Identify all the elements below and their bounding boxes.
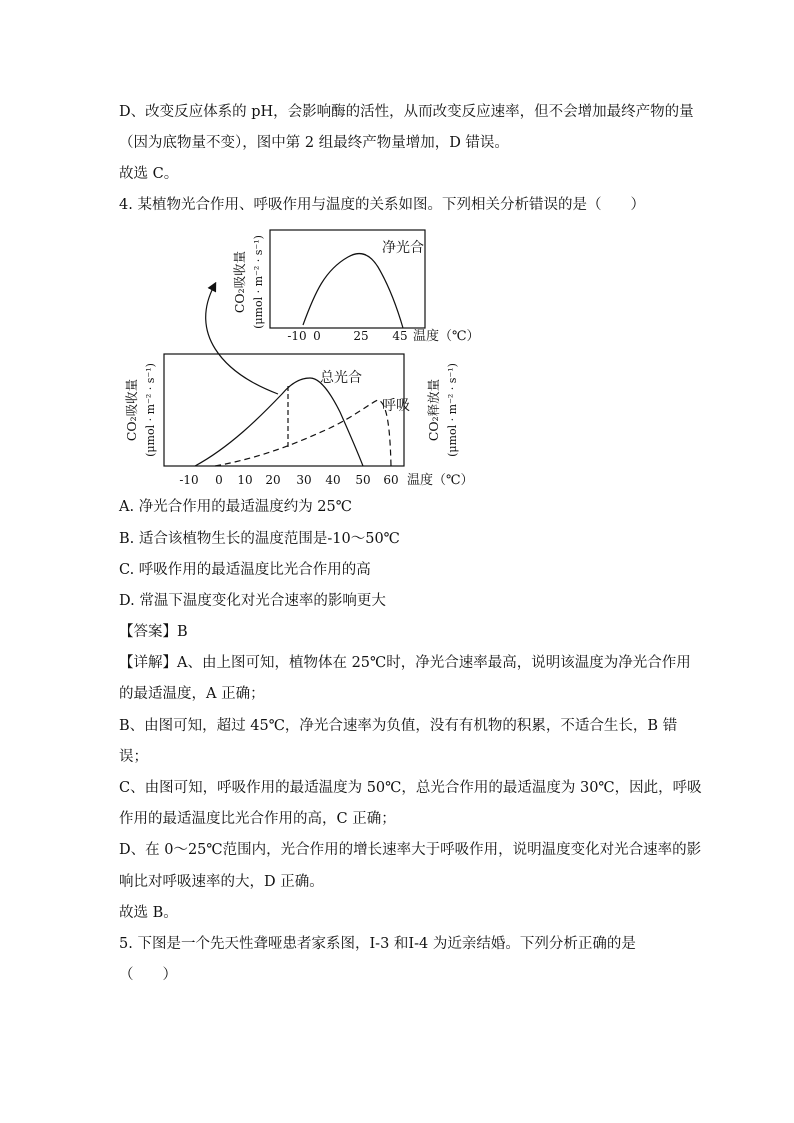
bottom-xtick-30: 30 xyxy=(296,473,312,487)
top-yunit: (μmol · m⁻² · s⁻¹) xyxy=(252,235,265,329)
prev-line-d1: D、改变反应体系的 pH，会影响酶的活性，从而改变反应速率，但不会增加最终产物的量 xyxy=(119,104,694,120)
q4-explanation-line: B、由图可知，超过 45℃，净光合速率为负值，没有有机物的积累，不适合生长，B 错 xyxy=(119,718,678,734)
bottom-chart-frame xyxy=(164,354,404,466)
prev-conclusion: 故选 C。 xyxy=(119,166,179,182)
bottom-ylabel-right: CO₂释放量 xyxy=(426,378,441,442)
top-xtick-25: 25 xyxy=(353,329,369,343)
prev-line-d2: （因为底物量不变），图中第 2 组最终产物量增加，D 错误。 xyxy=(119,135,509,151)
q4-explanation-line: 误； xyxy=(119,749,148,765)
total-photosynthesis-curve xyxy=(195,378,363,466)
q4-explanation-line: 响比对呼吸速率的大，D 正确。 xyxy=(119,874,324,890)
bottom-xtick-neg10: -10 xyxy=(179,473,199,487)
q4-explanation-line: C、由图可知，呼吸作用的最适温度为 50℃，总光合作用的最适温度为 30℃，因此，呼吸 xyxy=(119,780,702,796)
top-xtick-0: 0 xyxy=(313,329,321,343)
net-photosynthesis-label: 净光合 xyxy=(382,240,424,256)
bottom-xtick-60: 60 xyxy=(383,473,399,487)
q4-option-b: B. 适合该植物生长的温度范围是-10～50℃ xyxy=(119,531,400,547)
top-xlabel: 温度（℃） xyxy=(413,329,480,344)
bottom-yunit-left: (μmol · m⁻² · s⁻¹) xyxy=(144,363,157,457)
q4-explanation-line: D、在 0～25℃范围内，光合作用的增长速率大于呼吸作用，说明温度变化对光合速率的影 xyxy=(119,842,702,858)
top-ylabel: CO₂吸收量 xyxy=(232,250,247,314)
bottom-ylabel-left: CO₂吸收量 xyxy=(124,378,139,442)
q4-explanation-line: 【详解】A、由上图可知，植物体在 25℃时，净光合速率最高，说明该温度为净光合作用 xyxy=(119,655,691,671)
temperature-figure xyxy=(120,222,500,494)
q4-option-d: D. 常温下温度变化对光合速率的影响更大 xyxy=(119,593,386,609)
q5-stem: 5. 下图是一个先天性聋哑患者家系图，Ⅰ-3 和Ⅰ-4 为近亲结婚。下列分析正确的是 xyxy=(119,936,636,952)
respiration-label: 呼吸 xyxy=(382,398,410,414)
total-photosynthesis-label: 总光合 xyxy=(320,370,362,386)
q5-paren: （ ） xyxy=(119,967,177,983)
bottom-xtick-10: 10 xyxy=(237,473,253,487)
q4-option-a: A. 净光合作用的最适温度约为 25℃ xyxy=(119,499,352,515)
q4-option-c: C. 呼吸作用的最适温度比光合作用的高 xyxy=(119,562,371,578)
temperature-chart-svg xyxy=(120,222,500,494)
q4-answer: 【答案】B xyxy=(119,624,188,640)
bottom-xtick-0: 0 xyxy=(215,473,223,487)
bottom-xlabel: 温度（℃） xyxy=(407,473,474,488)
bottom-xtick-40: 40 xyxy=(325,473,341,487)
net-photosynthesis-curve xyxy=(303,254,403,328)
q4-stem: 4. 某植物光合作用、呼吸作用与温度的关系如图。下列相关分析错误的是（ ） xyxy=(119,197,645,213)
bottom-xtick-50: 50 xyxy=(355,473,371,487)
q4-conclusion: 故选 B。 xyxy=(119,905,178,921)
q4-explanation-line: 的最适温度，A 正确； xyxy=(119,686,265,702)
top-xtick-neg10: -10 xyxy=(287,329,307,343)
top-xtick-45: 45 xyxy=(392,329,408,343)
q4-explanation-line: 作用的最适温度比光合作用的高，C 正确； xyxy=(119,811,396,827)
bottom-yunit-right: (μmol · m⁻² · s⁻¹) xyxy=(446,363,459,457)
bottom-xtick-20: 20 xyxy=(265,473,281,487)
